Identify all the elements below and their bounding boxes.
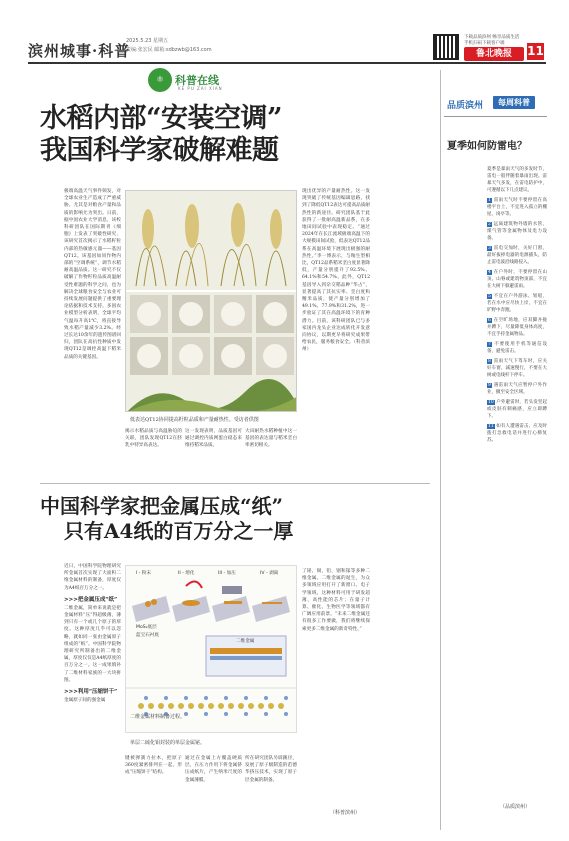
article1-headline-line1: 水稻内部“安装空调”	[40, 103, 283, 134]
publication-date: 2025.5.23 星期五	[126, 38, 169, 44]
fig-label-pressing: III - 加压	[218, 571, 236, 576]
tip-number: 9	[488, 383, 491, 388]
fig-label-powder: I - 粉末	[136, 571, 152, 576]
tip-number: 2	[488, 222, 491, 227]
newspaper-logo: 鲁北晚报	[464, 47, 524, 61]
article1-column-right: 现出优异的产量耐热性。这一发现突破了传统基因编辑思路，找到了降低QT12表达可提高品质耐热性的新途径。研究团队基于此获得了一批耐高温新品系，在多地田间试验中表现稳定。“通过2024年在长江流域极端高温下的大规模田间试验，低表达QT12品系在高温环境下展现出极强的耐热性。”李一博表示，与籼生型相比，QT12品系稻米垩白度显著降低，产量分别提升了92.5%、64.1%和54.7%。此外，QT12基因导入到杂交稻品种“华占”，显著提高了其抗实率、垩白度和精米品质，使产量分别增加了49.1%、77.9%和31.2%，进一步验证了其在高温环境下的育种潜力。目前，该科研团队已与多家国内龙头企业达成转化开发意向协议，以期更早将研究成果带给农民，服务粮食安全。（科普滨州）	[302, 189, 370, 353]
tip-item	[487, 245, 547, 266]
tip-text: 雷雨天气时不要停留在高楼平台上，不宜进入孤立的棚屋、岗亭等。	[487, 198, 547, 217]
article1-under-photo-col3: 大田耐热水稻种植中这一基因的表达量与稻米垩白率密切相关。	[245, 429, 297, 449]
tip-number: 11	[488, 424, 494, 429]
tip-number: 3	[488, 246, 491, 251]
sidebar-brand: 品质滨州	[447, 101, 484, 111]
tips-list	[487, 197, 547, 444]
article2-column-right: 了铋、锡、铅、铟和镓等多种二维金属。二维金属的诞生，为众多领域应用打开了新窗口。电子学领域，这种材料可用于研发超薄、高性能的芯片；在量子计算、催化、生物医学等领域都有广阔应用前景。“未来二维金属还有很多工作要做，我们将继续探索更多二维金属的新奇特性。”	[302, 569, 370, 632]
rice-photo-illustration	[126, 191, 297, 412]
tip-number: 1	[488, 198, 491, 203]
rice-comparison-photo[interactable]	[125, 190, 297, 412]
section-title: 滨州城事·科普	[28, 42, 131, 60]
tip-text: 在户外时，不要停留在山顶、山脊或建筑物顶部，不宜在大树下躲避雷雨。	[487, 270, 547, 289]
sidebar-brand-badge: 每周科普	[493, 96, 535, 109]
editor-line: 责编:张宏民 邮箱:sdbzwb@163.com	[126, 47, 212, 53]
app-download-note: 下载品质滨州 畅享品质生活	[464, 35, 520, 40]
article2-under-figure-col3: 所在研究团队另辟蹊径，发展了原子级制造的范德华挤压技术，实现了原子层金属的制备。	[245, 756, 297, 783]
tip-item	[487, 269, 547, 290]
photo-caption: 低表达QT12协同提高籽粒品质和产量耐热性。受访者供图	[130, 417, 259, 423]
page-number: 11	[527, 44, 544, 58]
tip-item	[487, 382, 547, 396]
column-logo-subtitle: KE PU ZAI XIAN	[178, 86, 223, 91]
tip-text: 远离建筑物外墙的水管、煤气管等金属物体及电力设备。	[487, 222, 547, 241]
fig-label-2d-metal: 二维金属	[236, 639, 255, 644]
sidebar-divider	[444, 116, 547, 117]
tip-item	[487, 358, 547, 379]
tip-number: 10	[488, 400, 494, 405]
tip-number: 5	[488, 294, 491, 299]
article2-column-left	[64, 563, 121, 803]
tip-text: 雷电交加时，关好门窗，最好拔掉电器的电源插头，防止雷电波沿线路侵入。	[487, 246, 547, 265]
scan-note: 手机扫码下载客户端	[464, 41, 505, 46]
article1-column-left: 极端高温天气事件频发，对全球农业生产造成了严重威胁。尤其是对粮食产量和品质的影响尤为突出。日前，据中国农业大学消息，该校科研团队在国际期刊《细胞》上发表了突破性研究，该研究首次揭示了水稻籽粒内部的热敏感元器——基因QT12。该基因如同作物内部的“空调系统”，调节水稻耐高温品质。这一研究不仅破解了作物籽粒品质高温耐受性难题的科学之问，也为解决全球粮食安全与农业可持续发展问题提供了重要理论依据和技术支持。多国农业模型分析表明，全球平均气温每升高1℃，将直接导致水稻产量减少3.2%。经过长达10余年的遗传图谱回归，团队在高抗性种质中发现QT12是调控高温下稻米品质的关键基因。	[64, 189, 121, 360]
article1-under-photo-col1: 揭示水稻品质与高温胁迫的关联，团队发现QT12在胚乳中特异高表达。	[125, 429, 182, 449]
article-separator	[40, 483, 430, 484]
tip-text: 遇雷雨天气应暂停户外作业，撤至安全区域。	[487, 383, 547, 395]
masthead-divider	[28, 62, 546, 64]
article2-under-figure-col2: 通过在金属上方覆盖硬质层，在压力作用下将金属挤压成纸片，产生纳米尺度的金属薄膜。	[185, 756, 242, 783]
figure-caption-process: 二维金属材料制备过程。	[130, 714, 186, 720]
metal-fabrication-figure[interactable]	[125, 565, 297, 733]
column-divider	[440, 70, 441, 830]
article2-headline-line2: 只有A4纸的百万分之一厚	[64, 519, 294, 543]
article1-under-photo-col2: 这一发现表明，品质基因可通过调控内质网蛋白稳态来维持稻米品质。	[185, 429, 242, 449]
tip-item	[487, 423, 547, 444]
fabrication-diagram	[126, 566, 297, 733]
science-online-logo-icon: ⚛	[148, 68, 172, 92]
sidebar-signoff: （品质滨州）	[500, 804, 531, 810]
tip-text: 如有人遭遇雷击，应及时拨打急救电话并进行心肺复苏。	[487, 424, 548, 443]
article2-tail: 金属原子间的强金属	[64, 698, 106, 704]
fig-label-peeling: IV - 剥离	[260, 571, 279, 576]
tip-item	[487, 399, 547, 420]
tip-number: 4	[488, 270, 491, 275]
column-logo-title: 科普在线	[175, 74, 219, 87]
article2-signoff: （科普滨州）	[330, 810, 361, 816]
figure-caption-structure: 单层二硫化钼封装的单层金属铋。	[130, 740, 206, 746]
tip-item	[487, 293, 547, 314]
tip-text: 不宜在户外游泳、划船，若在水中应尽快上岸，不宜在旷野中奔跑。	[487, 294, 547, 313]
qr-code-icon[interactable]	[433, 34, 459, 60]
sidebar-intro: 夏季是暴雨天气的多发时节，雷电一般伴随着暴雨出现。雷暴天气多发，在雷电防护中，可遵循以下几点建议。	[487, 167, 547, 193]
fig-label-sapphire: 蓝宝石衬底	[136, 633, 159, 638]
fig-label-melting: II - 熔化	[178, 571, 195, 576]
article2-intro: 近日，中国科学院物理研究所金属首次实现了大面积二维金属材料的制备，厚度仅为A4纸百万分之一。	[64, 564, 121, 591]
tip-text: 不要使用手机等通信设备，避免雷击。	[487, 342, 548, 354]
tip-number: 7	[488, 342, 491, 347]
article2-subhead2: >>>利用“压缩饼干”	[64, 689, 118, 696]
tip-item	[487, 341, 547, 355]
article2-body: 二维金属，简单来说就是把金属材料“压”得超级薄，薄到只有一个或几个原子的厚度。这种厚度几乎可以忽略，就如同一张由金属原子组成的“纸”。中国科学院物理研究所制备出的二维金属，厚度仅仅是A4纸厚度的百万分之一。这一成果填补了二维材料家族的一大块拼图。	[64, 605, 121, 683]
tip-text: 雷雨天气下驾车时，应关好车窗，减速慢行，不要在大树或电线杆下停车。	[487, 359, 547, 378]
article2-subhead1: >>>把金属压成“纸”	[64, 596, 118, 603]
sidebar-body	[487, 166, 547, 786]
tip-item	[487, 317, 547, 338]
tip-number: 8	[488, 359, 491, 364]
article2-headline-line1: 中国科学家把金属压成“纸”	[40, 494, 284, 518]
article1-headline-line2: 我国科学家破解难题	[40, 135, 279, 166]
fig-label-mos2: MoS₂底层	[136, 625, 157, 630]
sidebar-title: 夏季如何防雷电？	[447, 141, 527, 152]
tip-text: 在空旷场地，应双脚并拢并蹲下，尽量降低身体高度，不宜手持金属物品。	[487, 318, 547, 337]
tip-text: 户外避雷时，若头发竖起或皮肤有刺痛感，应立即蹲下。	[487, 400, 548, 419]
tip-item	[487, 221, 547, 242]
article2-under-figure-col1: 键被弹簧力拉木，把原子360度紧密排列在一起，形成“压缩饼干”结构。	[125, 756, 182, 776]
tip-item	[487, 197, 547, 218]
tip-number: 6	[488, 318, 491, 323]
